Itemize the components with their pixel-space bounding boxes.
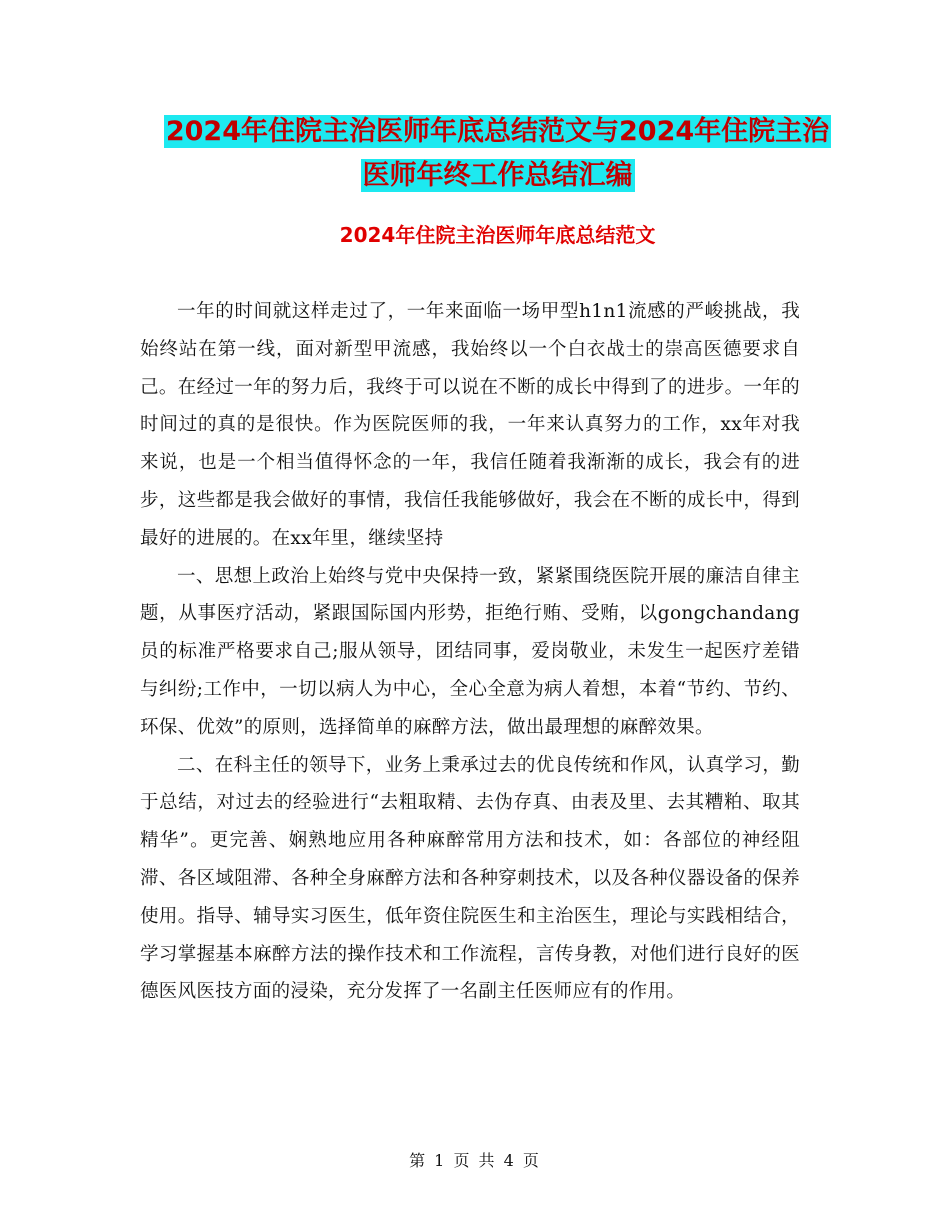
paragraph-intro: 一年的时间就这样走过了，一年来面临一场甲型h1n1流感的严峻挑战，我始终站在第一线，面对新型甲流感，我始终以一个白衣战士的崇高医德要求自己。在经过一年的努力后，我终于可以说在不断的成长中得到了的进步。一年的时间过的真的是很快。作为医院医师的我，一年来认真努力的工作，xx年对我来说，也是一个相当值得怀念的一年，我信任随着我渐渐的成长，我会有的进步，这些都是我会做好的事情，我信任我能够做好，我会在不断的成长中，得到最好的进展的。在xx年里，继续坚持: [140, 301, 800, 549]
document-title: [140, 110, 855, 198]
paragraph-point-1: 一、思想上政治上始终与党中央保持一致，紧紧围绕医院开展的廉洁自律主题，从事医疗活动，紧跟国际国内形势，拒绝行贿、受贿，以gongchandang员的标准严格要求自己;服从领导，团结同事，爱岗敬业，未发生一起医疗差错与纠纷;工作中，一切以病人为中心，全心全意为病人着想，本着“节约、节约、环保、优效”的原则，选择简单的麻醉方法，做出最理想的麻醉效果。: [140, 565, 800, 738]
document-title-line1: 2024年住院主治医师年底总结范文与2024年住院主治: [165, 116, 830, 147]
paragraph-point-2: 二、在科主任的领导下，业务上秉承过去的优良传统和作风，认真学习，勤于总结，对过去的经验进行“去粗取精、去伪存真、由表及里、去其糟粕、取其精华”。更完善、娴熟地应用各种麻醉常用方法和技术，如：各部位的神经阻滞、各区域阻滞、各种全身麻醉方法和各种穿刺技术，以及各种仪器设备的保养使用。指导、辅导实习医生，低年资住院医生和主治医生，理论与实践相结合，学习掌握基本麻醉方法的操作技术和工作流程，言传身教，对他们进行良好的医德医风医技方面的浸染，充分发挥了一名副主任医师应有的作用。: [140, 754, 800, 1003]
document-body: [140, 293, 800, 1011]
page-number: 第 1 页 共 4 页: [409, 1151, 541, 1170]
section-title: 2024年住院主治医师年底总结范文: [339, 223, 656, 247]
document-title-line2: 医师年终工作总结汇编: [362, 160, 633, 191]
